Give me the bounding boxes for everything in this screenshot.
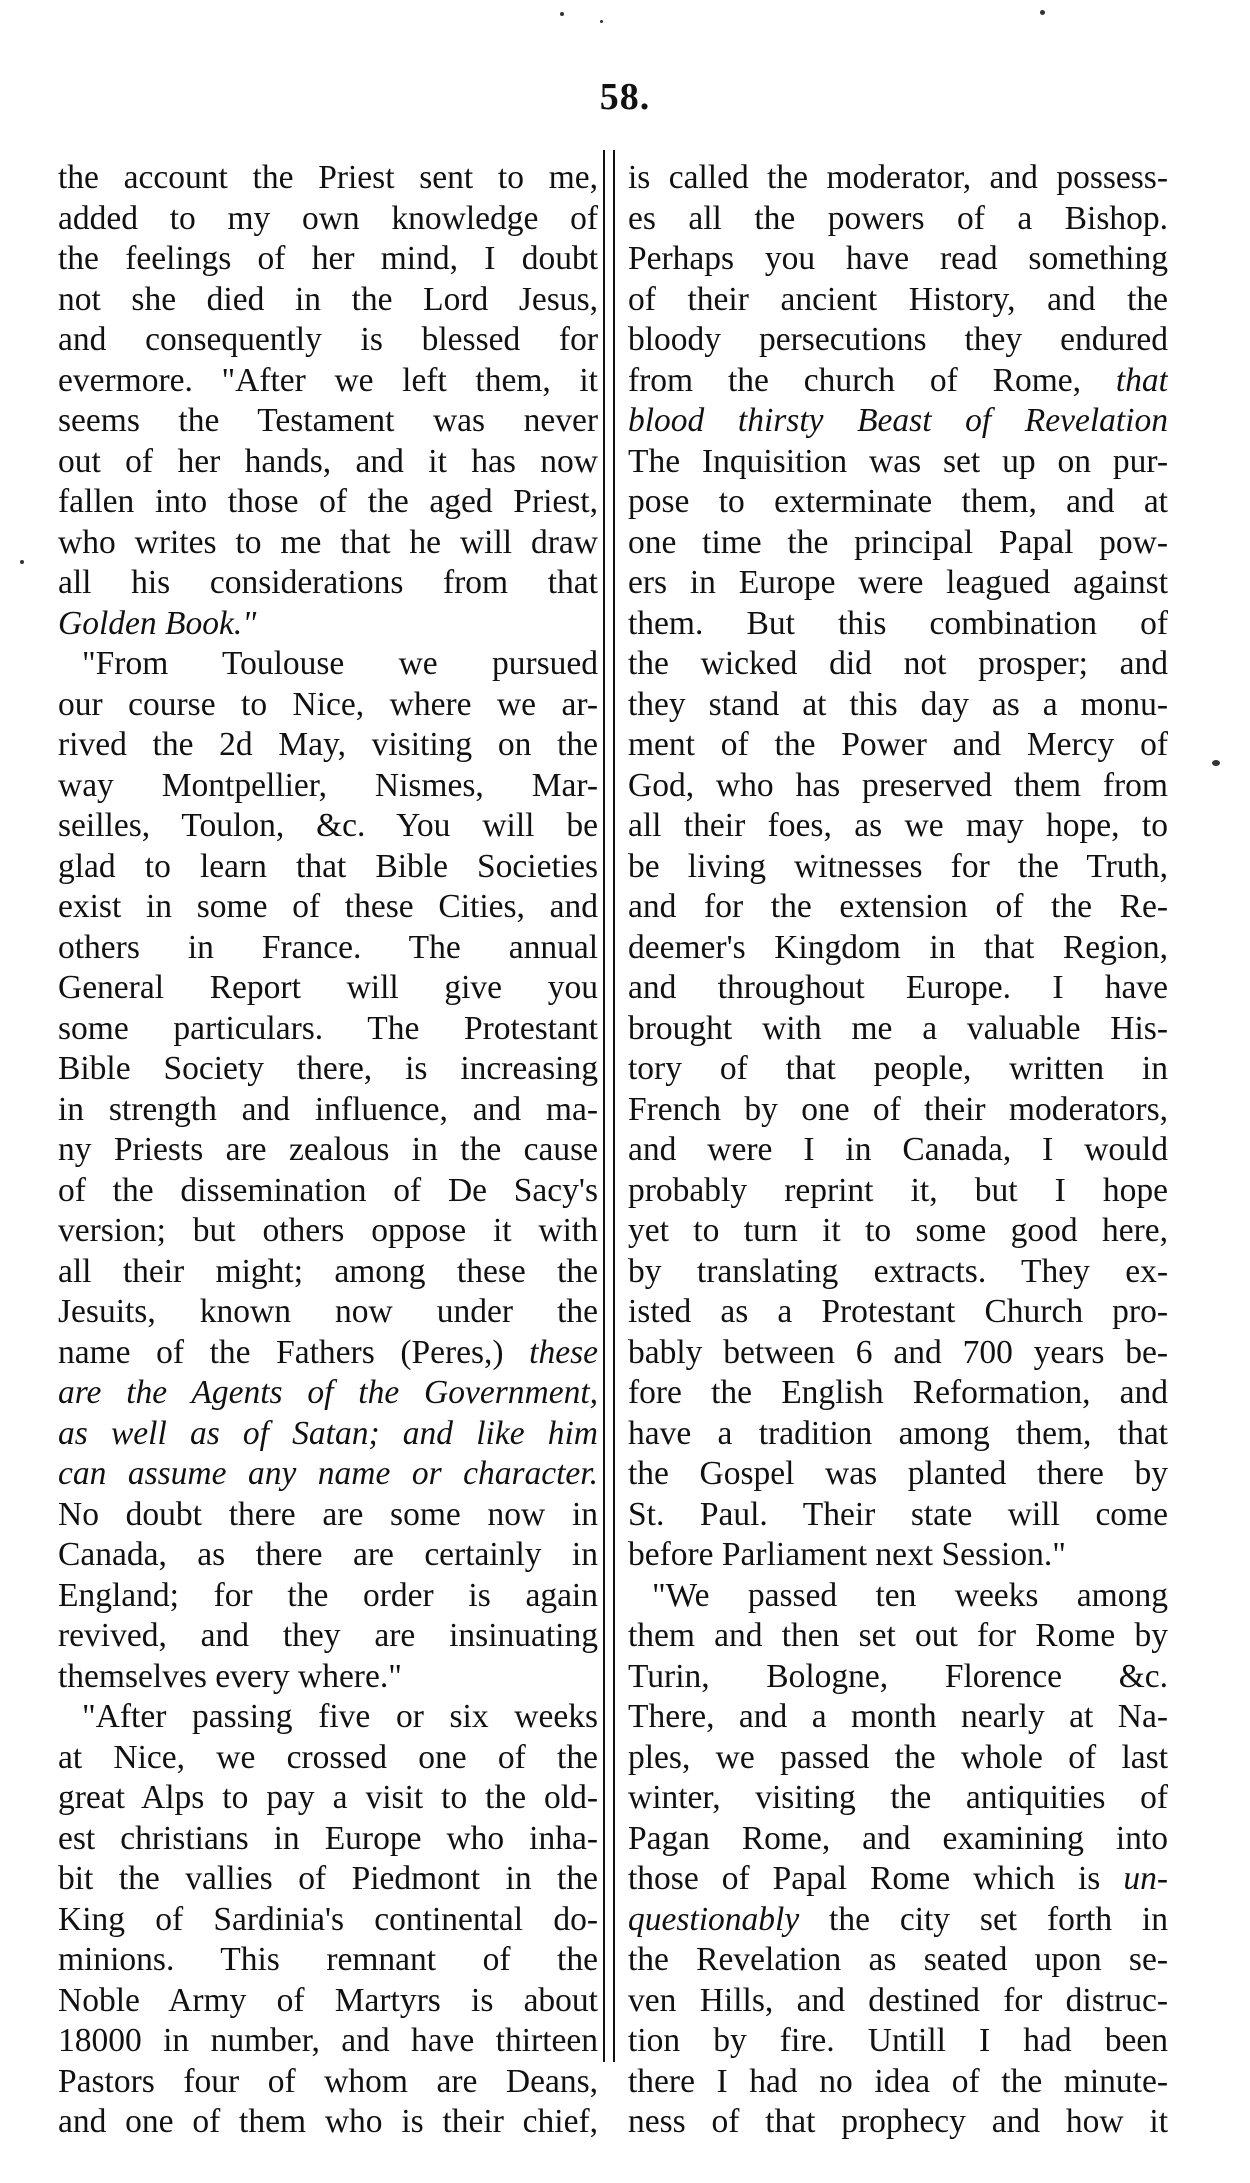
text-line — [628, 1454, 1168, 1495]
text-line — [628, 604, 1168, 645]
text-line — [628, 968, 1168, 1009]
line-text: there I had no idea of the minute- — [628, 2062, 1168, 2100]
line-text: ples, we passed the whole of last — [628, 1738, 1168, 1776]
line-text: have a tradition among them, that — [628, 1414, 1168, 1452]
text-line — [58, 725, 598, 766]
line-text: ment of the Power and Mercy of — [628, 726, 1168, 763]
text-line — [628, 725, 1168, 766]
line-italic-tail: un- — [1123, 1860, 1168, 1897]
line-text: Jesuits, known now under the — [58, 1293, 598, 1330]
line-text: "We passed ten weeks among — [652, 1576, 1168, 1614]
text-line — [58, 1414, 598, 1455]
line-text: by translating extracts. They ex- — [628, 1252, 1168, 1290]
text-line — [58, 1252, 598, 1293]
line-text: No doubt there are some now in — [58, 1495, 598, 1533]
text-line — [58, 2062, 598, 2103]
text-line — [628, 320, 1168, 361]
line-text: them and then set out for Rome by — [628, 1617, 1168, 1654]
text-line — [58, 1535, 598, 1576]
line-text: seems the Testament was never — [58, 402, 598, 439]
text-line — [628, 1495, 1168, 1536]
line-text: Bible Society there, is increasing — [58, 1050, 598, 1087]
column-divider — [603, 150, 615, 2062]
line-text: themselves every where." — [58, 1657, 402, 1695]
line-text: es all the powers of a Bishop. — [628, 199, 1168, 237]
text-line — [628, 1252, 1168, 1293]
text-line — [58, 239, 598, 280]
line-text: Turin, Bologne, Florence &c. — [628, 1657, 1168, 1695]
text-line — [58, 847, 598, 888]
line-text: God, who has preserved them from — [628, 766, 1168, 804]
text-line — [58, 1738, 598, 1779]
text-line — [58, 1454, 598, 1495]
text-line — [58, 1576, 598, 1617]
text-line — [628, 1940, 1168, 1981]
text-line — [628, 361, 1168, 402]
line-italic-tail: these — [529, 1333, 598, 1371]
text-line — [628, 1535, 1168, 1576]
line-text: minions. This remnant of the — [58, 1941, 598, 1978]
line-text: ven Hills, and destined for distruc- — [628, 1981, 1168, 2019]
text-line — [58, 280, 598, 321]
text-line — [628, 442, 1168, 483]
text-line — [58, 887, 598, 928]
right-column — [628, 158, 1168, 2143]
line-text: all his considerations from that — [58, 564, 598, 601]
text-line — [58, 1859, 598, 1900]
text-line — [58, 644, 598, 685]
text-line — [58, 523, 598, 564]
line-text: rived the 2d May, visiting on the — [58, 726, 598, 763]
scan-speck — [20, 560, 24, 564]
text-line — [628, 847, 1168, 888]
text-line — [628, 644, 1168, 685]
text-line — [58, 1292, 598, 1333]
text-line — [628, 1778, 1168, 1819]
text-line — [628, 239, 1168, 280]
text-line — [58, 1373, 598, 1414]
page-number: 58. — [599, 76, 651, 118]
scan-speck — [1212, 760, 1220, 766]
text-line — [58, 1495, 598, 1536]
line-text: at Nice, we crossed one of the — [58, 1738, 598, 1776]
line-text: be living witnesses for the Truth, — [628, 847, 1168, 885]
line-text: ness of that prophecy and how it — [628, 2103, 1168, 2140]
text-line — [628, 928, 1168, 969]
line-text: and one of them who is their chief, — [58, 2103, 598, 2140]
line-text: the wicked did not prosper; and — [628, 645, 1168, 682]
text-line — [628, 280, 1168, 321]
text-line — [58, 158, 598, 199]
text-line — [58, 766, 598, 807]
text-line — [628, 158, 1168, 199]
text-line — [58, 1778, 598, 1819]
line-text: those of Papal Rome which is — [628, 1860, 1124, 1897]
line-text: blood thirsty Beast of Revelation — [628, 402, 1168, 439]
line-text: evermore. "After we left them, it — [58, 361, 598, 399]
line-text: the feelings of her mind, I doubt — [58, 240, 598, 277]
text-line — [628, 1414, 1168, 1455]
line-text: There, and a month nearly at Na- — [628, 1698, 1168, 1735]
text-line — [628, 1819, 1168, 1860]
text-line — [628, 482, 1168, 523]
line-text: of the dissemination of De Sacy's — [58, 1171, 598, 1209]
text-line — [628, 2021, 1168, 2062]
text-line — [58, 1090, 598, 1131]
text-line — [58, 1900, 598, 1941]
line-text: 18000 in number, and have thirteen — [58, 2022, 598, 2059]
line-text: Perhaps you have read something — [628, 240, 1168, 277]
text-line — [58, 928, 598, 969]
line-text: fore the English Reformation, and — [628, 1374, 1168, 1411]
line-text: winter, visiting the antiquities of — [628, 1779, 1168, 1816]
line-text: pose to exterminate them, and at — [628, 483, 1168, 520]
line-text: bit the vallies of Piedmont in the — [58, 1860, 598, 1897]
text-line — [628, 1576, 1168, 1617]
text-line — [58, 2021, 598, 2062]
text-line — [58, 442, 598, 483]
line-text: all their might; among these the — [58, 1252, 598, 1290]
text-line — [58, 199, 598, 240]
text-line — [628, 1616, 1168, 1657]
text-line — [58, 968, 598, 1009]
text-line — [58, 563, 598, 604]
line-text: seilles, Toulon, &c. You will be — [58, 807, 598, 844]
text-line — [58, 2102, 598, 2143]
text-line — [58, 401, 598, 442]
text-line — [628, 1738, 1168, 1779]
line-text: they stand at this day as a monu- — [628, 685, 1168, 723]
line-text: bably between 6 and 700 years be- — [628, 1333, 1168, 1371]
text-line — [628, 1049, 1168, 1090]
line-text: Canada, as there are certainly in — [58, 1536, 598, 1573]
line-text: Golden Book." — [58, 604, 257, 642]
scan-speck — [1040, 10, 1045, 15]
line-text: great Alps to pay a visit to the old- — [58, 1779, 598, 1816]
line-text: est christians in Europe who inha- — [58, 1819, 598, 1857]
line-text: tion by fire. Untill I had been — [628, 2022, 1168, 2059]
text-line — [628, 766, 1168, 807]
text-line — [628, 2102, 1168, 2143]
line-text: bloody persecutions they endured — [628, 321, 1168, 358]
text-line — [628, 1900, 1168, 1941]
text-line — [58, 1657, 598, 1698]
text-line — [628, 1333, 1168, 1374]
text-line — [58, 1819, 598, 1860]
text-line — [58, 361, 598, 402]
line-text: one time the principal Papal pow- — [628, 523, 1168, 561]
line-text: the Revelation as seated upon se- — [628, 1941, 1168, 1978]
text-line — [58, 1697, 598, 1738]
line-text: all their foes, as we may hope, to — [628, 807, 1168, 844]
line-text: brought with me a valuable His- — [628, 1009, 1168, 1047]
text-line — [628, 1657, 1168, 1698]
line-text: others in France. The annual — [58, 928, 598, 966]
text-line — [58, 1171, 598, 1212]
line-text: revived, and they are insinuating — [58, 1617, 598, 1654]
text-line — [58, 1049, 598, 1090]
text-line — [628, 563, 1168, 604]
line-text: the Gospel was planted there by — [628, 1455, 1168, 1492]
line-text: the account the Priest sent to me, — [58, 159, 598, 196]
line-text: them. But this combination of — [628, 604, 1168, 642]
line-text: version; but others oppose it with — [58, 1212, 598, 1249]
line-text: "After passing five or six weeks — [82, 1698, 598, 1735]
line-text: and for the extension of the Re- — [628, 888, 1168, 925]
line-text: can assume any name or character. — [58, 1455, 598, 1492]
text-line — [628, 199, 1168, 240]
text-line — [628, 1171, 1168, 1212]
text-line — [58, 685, 598, 726]
line-text: isted as a Protestant Church pro- — [628, 1293, 1168, 1330]
line-text: fallen into those of the aged Priest, — [58, 483, 598, 520]
line-text: out of her hands, and it has now — [58, 442, 598, 480]
text-line — [58, 1211, 598, 1252]
line-text: ers in Europe were leagued against — [628, 564, 1168, 601]
scan-speck — [600, 20, 603, 23]
line-text: our course to Nice, where we ar- — [58, 685, 598, 723]
line-rest: the city set forth in — [799, 1900, 1168, 1938]
line-text: Noble Army of Martyrs is about — [58, 1981, 598, 2019]
line-text: The Inquisition was set up on pur- — [628, 442, 1168, 480]
text-line — [58, 1616, 598, 1657]
text-line — [628, 401, 1168, 442]
line-text: England; for the order is again — [58, 1576, 598, 1614]
text-line — [58, 1130, 598, 1171]
line-text: some particulars. The Protestant — [58, 1009, 598, 1047]
text-line — [58, 604, 598, 645]
text-line — [628, 887, 1168, 928]
line-text: are the Agents of the Government, — [58, 1374, 598, 1411]
text-line — [58, 806, 598, 847]
text-line — [628, 1009, 1168, 1050]
line-text: of their ancient History, and the — [628, 280, 1168, 318]
line-text: probably reprint it, but I hope — [628, 1171, 1168, 1209]
text-line — [628, 1130, 1168, 1171]
line-text: from the church of Rome, — [628, 361, 1116, 399]
line-text: French by one of their moderators, — [628, 1090, 1168, 1128]
text-line — [58, 1009, 598, 1050]
text-line — [628, 1090, 1168, 1131]
line-text: General Report will give you — [58, 969, 598, 1006]
line-text: and throughout Europe. I have — [628, 969, 1168, 1006]
line-text: ny Priests are zealous in the cause — [58, 1131, 598, 1168]
line-text: exist in some of these Cities, and — [58, 888, 598, 925]
text-line — [628, 1373, 1168, 1414]
text-line — [628, 685, 1168, 726]
text-line — [628, 2062, 1168, 2103]
line-text: "From Toulouse we pursued — [82, 645, 598, 682]
text-line — [628, 523, 1168, 564]
line-italic-tail: that — [1115, 361, 1168, 399]
text-line — [628, 1211, 1168, 1252]
line-text: name of the Fathers (Peres,) — [58, 1333, 530, 1371]
line-text: not she died in the Lord Jesus, — [58, 280, 598, 318]
text-line — [58, 320, 598, 361]
line-text: before Parliament next Session." — [628, 1536, 1066, 1573]
line-text: St. Paul. Their state will come — [628, 1495, 1168, 1533]
line-text: and were I in Canada, I would — [628, 1131, 1168, 1168]
line-text: as well as of Satan; and like him — [58, 1414, 598, 1452]
line-text: King of Sardinia's continental do- — [58, 1900, 598, 1938]
line-text: and consequently is blessed for — [58, 321, 598, 358]
text-line — [628, 806, 1168, 847]
text-line — [58, 1940, 598, 1981]
line-text: yet to turn it to some good here, — [628, 1212, 1168, 1249]
line-text: tory of that people, written in — [628, 1050, 1168, 1087]
text-line — [628, 1697, 1168, 1738]
text-line — [58, 1981, 598, 2022]
line-text: deemer's Kingdom in that Region, — [628, 928, 1168, 966]
line-text: Pagan Rome, and examining into — [628, 1819, 1168, 1857]
line-text: way Montpellier, Nismes, Mar- — [58, 766, 598, 804]
line-text: Pastors four of whom are Deans, — [58, 2062, 598, 2100]
line-text: who writes to me that he will draw — [58, 523, 598, 561]
line-text: in strength and influence, and ma- — [58, 1090, 598, 1128]
scan-speck — [560, 12, 564, 16]
line-text: questionably — [628, 1900, 800, 1938]
line-text: is called the moderator, and possess- — [628, 159, 1168, 196]
left-column — [58, 158, 598, 2143]
text-line — [58, 1333, 598, 1374]
text-line — [628, 1292, 1168, 1333]
text-line — [58, 482, 598, 523]
text-line — [628, 1981, 1168, 2022]
text-line — [628, 1859, 1168, 1900]
line-text: glad to learn that Bible Societies — [58, 847, 598, 885]
line-text: added to my own knowledge of — [58, 199, 598, 237]
